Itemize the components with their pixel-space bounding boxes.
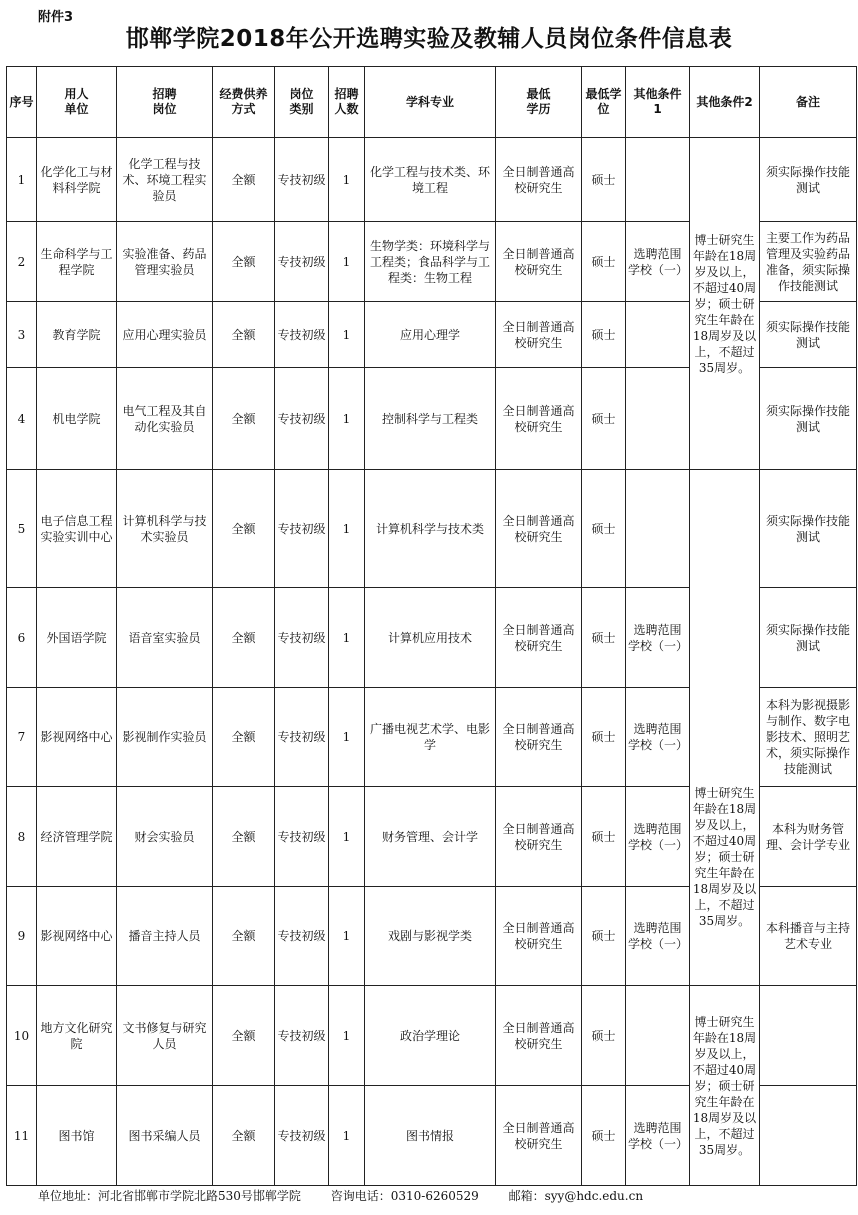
cell-degree: 硕士 (582, 302, 626, 368)
cell-seq: 8 (7, 787, 37, 887)
cell-seq: 10 (7, 986, 37, 1086)
cell-seq: 2 (7, 222, 37, 302)
cell-major: 应用心理学 (365, 302, 496, 368)
cell-count: 1 (329, 588, 365, 688)
header-seq: 序号 (7, 67, 37, 138)
cell-category: 专技初级 (275, 302, 329, 368)
cell-unit: 影视网络中心 (37, 887, 117, 986)
cell-funding: 全额 (213, 470, 275, 588)
footer-phone: 咨询电话：0310-6260529 (330, 1189, 479, 1203)
table-row (7, 986, 857, 1086)
cell-category: 专技初级 (275, 986, 329, 1086)
cell-post: 实验准备、药品管理实验员 (117, 222, 213, 302)
header-note: 备注 (760, 67, 857, 138)
footer (38, 1187, 669, 1204)
cell-seq: 3 (7, 302, 37, 368)
cell-unit: 影视网络中心 (37, 688, 117, 787)
cell-funding: 全额 (213, 588, 275, 688)
cell-major: 图书情报 (365, 1086, 496, 1186)
cell-cond1: 选聘范围学校（一） (626, 222, 690, 302)
cell-unit: 外国语学院 (37, 588, 117, 688)
cell-degree: 硕士 (582, 138, 626, 222)
cell-category: 专技初级 (275, 887, 329, 986)
cell-cond1: 选聘范围学校（一） (626, 887, 690, 986)
header-major: 学科专业 (365, 67, 496, 138)
cell-post: 文书修复与研究人员 (117, 986, 213, 1086)
table-row (7, 138, 857, 222)
cell-major: 计算机应用技术 (365, 588, 496, 688)
header-row (7, 67, 857, 138)
cell-degree: 硕士 (582, 688, 626, 787)
cell-cond1: 选聘范围学校（一） (626, 1086, 690, 1186)
cell-cond1: 选聘范围学校（一） (626, 688, 690, 787)
cell-cond1 (626, 302, 690, 368)
cell-post: 财会实验员 (117, 787, 213, 887)
cell-category: 专技初级 (275, 368, 329, 470)
cell-degree: 硕士 (582, 1086, 626, 1186)
cell-note: 须实际操作技能测试 (760, 588, 857, 688)
cell-note: 本科为财务管理、会计学专业 (760, 787, 857, 887)
cell-seq: 7 (7, 688, 37, 787)
cell-education: 全日制普通高校研究生 (496, 787, 582, 887)
cell-unit: 电子信息工程实验实训中心 (37, 470, 117, 588)
cell-education: 全日制普通高校研究生 (496, 302, 582, 368)
cell-unit: 教育学院 (37, 302, 117, 368)
cell-count: 1 (329, 470, 365, 588)
cell-note: 须实际操作技能测试 (760, 302, 857, 368)
cell-count: 1 (329, 688, 365, 787)
cell-degree: 硕士 (582, 588, 626, 688)
footer-email: 邮箱：syy@hdc.edu.cn (508, 1189, 644, 1203)
cell-education: 全日制普通高校研究生 (496, 368, 582, 470)
cell-funding: 全额 (213, 887, 275, 986)
cell-category: 专技初级 (275, 222, 329, 302)
cell-funding: 全额 (213, 138, 275, 222)
cell-cond2-group-1: 博士研究生年龄在18周岁及以上，不超过40周岁；硕士研究生年龄在18周岁及以上，不超过35周岁。 (690, 138, 760, 470)
cell-post: 电气工程及其自动化实验员 (117, 368, 213, 470)
cell-unit: 图书馆 (37, 1086, 117, 1186)
cell-category: 专技初级 (275, 470, 329, 588)
cell-note: 须实际操作技能测试 (760, 470, 857, 588)
cell-cond1 (626, 138, 690, 222)
cell-count: 1 (329, 1086, 365, 1186)
cell-seq: 9 (7, 887, 37, 986)
header-category: 岗位 类别 (275, 67, 329, 138)
cell-education: 全日制普通高校研究生 (496, 1086, 582, 1186)
header-education: 最低 学历 (496, 67, 582, 138)
cell-unit: 化学化工与材料科学院 (37, 138, 117, 222)
cell-major: 化学工程与技术类、环境工程 (365, 138, 496, 222)
header-unit: 用人 单位 (37, 67, 117, 138)
cell-post: 图书采编人员 (117, 1086, 213, 1186)
header-cond2: 其他条件2 (690, 67, 760, 138)
header-post: 招聘 岗位 (117, 67, 213, 138)
cell-education: 全日制普通高校研究生 (496, 887, 582, 986)
cell-count: 1 (329, 787, 365, 887)
cell-major: 计算机科学与技术类 (365, 470, 496, 588)
cell-funding: 全额 (213, 787, 275, 887)
cell-cond1 (626, 470, 690, 588)
cell-count: 1 (329, 222, 365, 302)
cell-note (760, 1086, 857, 1186)
cell-note: 须实际操作技能测试 (760, 368, 857, 470)
cell-education: 全日制普通高校研究生 (496, 138, 582, 222)
cell-funding: 全额 (213, 368, 275, 470)
cell-degree: 硕士 (582, 887, 626, 986)
cell-major: 生物学类：环境科学与工程类；食品科学与工程类：生物工程 (365, 222, 496, 302)
table-row (7, 470, 857, 588)
cell-degree: 硕士 (582, 986, 626, 1086)
cell-funding: 全额 (213, 222, 275, 302)
cell-post: 化学工程与技术、环境工程实验员 (117, 138, 213, 222)
cell-cond1 (626, 368, 690, 470)
cell-category: 专技初级 (275, 688, 329, 787)
cell-note: 须实际操作技能测试 (760, 138, 857, 222)
cell-cond1: 选聘范围学校（一） (626, 588, 690, 688)
header-cond1: 其他条件 1 (626, 67, 690, 138)
cell-category: 专技初级 (275, 787, 329, 887)
cell-category: 专技初级 (275, 1086, 329, 1186)
cell-major: 戏剧与影视学类 (365, 887, 496, 986)
header-degree: 最低学 位 (582, 67, 626, 138)
cell-degree: 硕士 (582, 787, 626, 887)
cell-education: 全日制普通高校研究生 (496, 688, 582, 787)
cell-note: 本科播音与主持艺术专业 (760, 887, 857, 986)
attachment-label: 附件3 (38, 10, 74, 25)
cell-post: 计算机科学与技术实验员 (117, 470, 213, 588)
cell-education: 全日制普通高校研究生 (496, 588, 582, 688)
header-funding: 经费供养 方式 (213, 67, 275, 138)
cell-count: 1 (329, 986, 365, 1086)
cell-count: 1 (329, 138, 365, 222)
position-table (6, 66, 857, 1186)
cell-funding: 全额 (213, 302, 275, 368)
cell-count: 1 (329, 368, 365, 470)
cell-funding: 全额 (213, 688, 275, 787)
cell-major: 财务管理、会计学 (365, 787, 496, 887)
cell-degree: 硕士 (582, 222, 626, 302)
cell-note: 主要工作为药品管理及实验药品准备，须实际操作技能测试 (760, 222, 857, 302)
cell-note: 本科为影视摄影与制作、数字电影技术、照明艺术，须实际操作技能测试 (760, 688, 857, 787)
cell-unit: 机电学院 (37, 368, 117, 470)
cell-category: 专技初级 (275, 138, 329, 222)
cell-cond1: 选聘范围学校（一） (626, 787, 690, 887)
cell-degree: 硕士 (582, 368, 626, 470)
cell-major: 政治学理论 (365, 986, 496, 1086)
cell-note (760, 986, 857, 1086)
cell-funding: 全额 (213, 1086, 275, 1186)
cell-education: 全日制普通高校研究生 (496, 222, 582, 302)
cell-unit: 生命科学与工程学院 (37, 222, 117, 302)
footer-address: 单位地址：河北省邯郸市学院北路530号邯郸学院 (38, 1189, 301, 1203)
cell-cond2-group-3: 博士研究生年龄在18周岁及以上，不超过40周岁；硕士研究生年龄在18周岁及以上，不超过35周岁。 (690, 986, 760, 1186)
cell-count: 1 (329, 887, 365, 986)
cell-major: 控制科学与工程类 (365, 368, 496, 470)
cell-funding: 全额 (213, 986, 275, 1086)
cell-education: 全日制普通高校研究生 (496, 470, 582, 588)
cell-post: 应用心理实验员 (117, 302, 213, 368)
cell-post: 播音主持人员 (117, 887, 213, 986)
cell-count: 1 (329, 302, 365, 368)
cell-cond1 (626, 986, 690, 1086)
cell-major: 广播电视艺术学、电影学 (365, 688, 496, 787)
cell-degree: 硕士 (582, 470, 626, 588)
header-count: 招聘 人数 (329, 67, 365, 138)
cell-category: 专技初级 (275, 588, 329, 688)
cell-seq: 5 (7, 470, 37, 588)
cell-unit: 经济管理学院 (37, 787, 117, 887)
cell-seq: 6 (7, 588, 37, 688)
cell-seq: 11 (7, 1086, 37, 1186)
page-title: 邯郸学院2018年公开选聘实验及教辅人员岗位条件信息表 (125, 26, 733, 52)
cell-seq: 4 (7, 368, 37, 470)
cell-unit: 地方文化研究院 (37, 986, 117, 1086)
cell-post: 语音室实验员 (117, 588, 213, 688)
cell-seq: 1 (7, 138, 37, 222)
cell-education: 全日制普通高校研究生 (496, 986, 582, 1086)
cell-cond2-group-2: 博士研究生年龄在18周岁及以上，不超过40周岁；硕士研究生年龄在18周岁及以上，不超过35周岁。 (690, 470, 760, 986)
cell-post: 影视制作实验员 (117, 688, 213, 787)
